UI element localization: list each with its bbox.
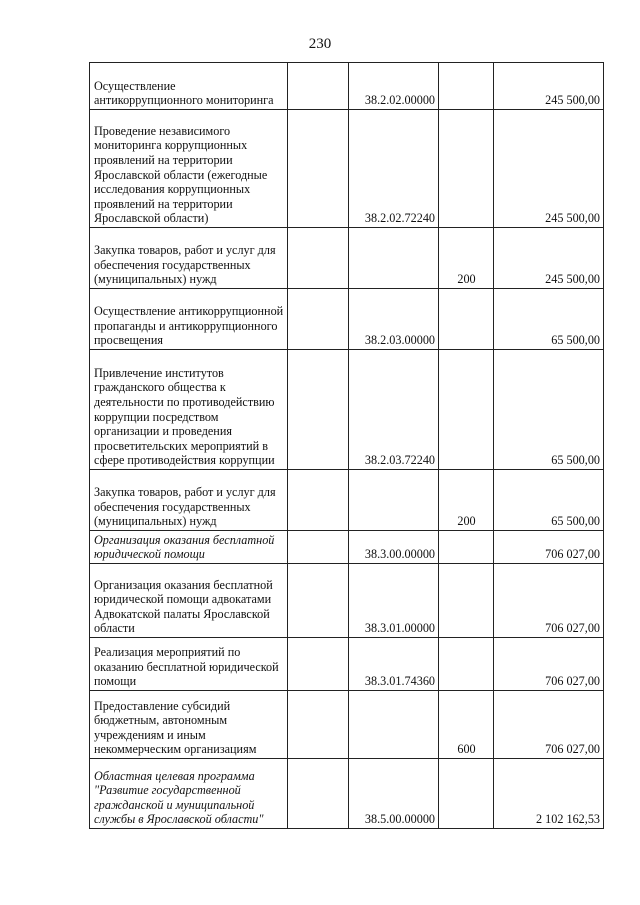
row-amount-cell: 706 027,00 <box>494 638 604 691</box>
table-row <box>90 63 604 110</box>
row-code-cell: 38.3.00.00000 <box>349 531 439 564</box>
row-amount-cell: 65 500,00 <box>494 470 604 531</box>
row-name-cell: Осуществление антикоррупционной пропаганды и антикоррупционного просвещения <box>90 289 288 350</box>
row-code-cell: 38.5.00.00000 <box>349 759 439 829</box>
row-code-cell: 38.2.03.00000 <box>349 289 439 350</box>
row-name-cell: Закупка товаров, работ и услуг для обеспечения государственных (муниципальных) нужд <box>90 470 288 531</box>
row-amount-cell: 65 500,00 <box>494 289 604 350</box>
row-dept-cell <box>288 63 349 110</box>
table-row <box>90 289 604 350</box>
row-dept-cell <box>288 638 349 691</box>
row-name-cell: Реализация мероприятий по оказанию бесплатной юридической помощи <box>90 638 288 691</box>
row-code-cell: 38.2.02.72240 <box>349 110 439 228</box>
row-amount-cell: 706 027,00 <box>494 564 604 638</box>
table-row <box>90 638 604 691</box>
row-type-cell <box>439 531 494 564</box>
row-code-cell <box>349 691 439 759</box>
table-row <box>90 470 604 531</box>
row-type-cell <box>439 110 494 228</box>
row-code-cell: 38.2.02.00000 <box>349 63 439 110</box>
row-name-cell: Привлечение институтов гражданского общества к деятельности по противодействию коррупции посредством организации и проведения просветительских мероприятий в сфере противодействия коррупции <box>90 350 288 470</box>
row-name-cell: Закупка товаров, работ и услуг для обеспечения государственных (муниципальных) нужд <box>90 228 288 289</box>
row-dept-cell <box>288 531 349 564</box>
row-code-cell <box>349 470 439 531</box>
row-amount-cell: 706 027,00 <box>494 531 604 564</box>
row-amount-cell: 245 500,00 <box>494 110 604 228</box>
table-row <box>90 759 604 829</box>
row-code-cell: 38.3.01.74360 <box>349 638 439 691</box>
table-row <box>90 531 604 564</box>
table-row <box>90 350 604 470</box>
row-dept-cell <box>288 350 349 470</box>
row-amount-cell: 245 500,00 <box>494 228 604 289</box>
row-type-cell <box>439 63 494 110</box>
row-type-cell: 200 <box>439 228 494 289</box>
row-type-cell <box>439 759 494 829</box>
row-amount-cell: 2 102 162,53 <box>494 759 604 829</box>
row-name-cell: Проведение независимого мониторинга коррупционных проявлений на территории Ярославской области (ежегодные исследования коррупционных проявлений на территории Ярославской области) <box>90 110 288 228</box>
table-row <box>90 564 604 638</box>
row-amount-cell: 65 500,00 <box>494 350 604 470</box>
row-amount-cell: 706 027,00 <box>494 691 604 759</box>
row-name-cell: Осуществление антикоррупционного мониторинга <box>90 63 288 110</box>
table-row <box>90 691 604 759</box>
budget-table <box>89 62 604 829</box>
row-type-cell: 600 <box>439 691 494 759</box>
row-name-cell: Организация оказания бесплатной юридической помощи <box>90 531 288 564</box>
row-type-cell <box>439 638 494 691</box>
row-name-cell: Предоставление субсидий бюджетным, автономным учреждениям и иным некоммерческим организациям <box>90 691 288 759</box>
row-code-cell: 38.2.03.72240 <box>349 350 439 470</box>
page-number: 230 <box>308 36 332 52</box>
row-dept-cell <box>288 110 349 228</box>
row-type-cell <box>439 564 494 638</box>
row-dept-cell <box>288 228 349 289</box>
table-row <box>90 110 604 228</box>
row-type-cell <box>439 289 494 350</box>
row-dept-cell <box>288 759 349 829</box>
row-name-cell: Организация оказания бесплатной юридической помощи адвокатами Адвокатской палаты Ярославской области <box>90 564 288 638</box>
row-dept-cell <box>288 691 349 759</box>
row-type-cell <box>439 350 494 470</box>
row-dept-cell <box>288 289 349 350</box>
row-dept-cell <box>288 470 349 531</box>
row-name-cell: Областная целевая программа "Развитие государственной гражданской и муниципальной службы в Ярославской области" <box>90 759 288 829</box>
row-code-cell <box>349 228 439 289</box>
row-dept-cell <box>288 564 349 638</box>
row-code-cell: 38.3.01.00000 <box>349 564 439 638</box>
row-type-cell: 200 <box>439 470 494 531</box>
table-row <box>90 228 604 289</box>
row-amount-cell: 245 500,00 <box>494 63 604 110</box>
